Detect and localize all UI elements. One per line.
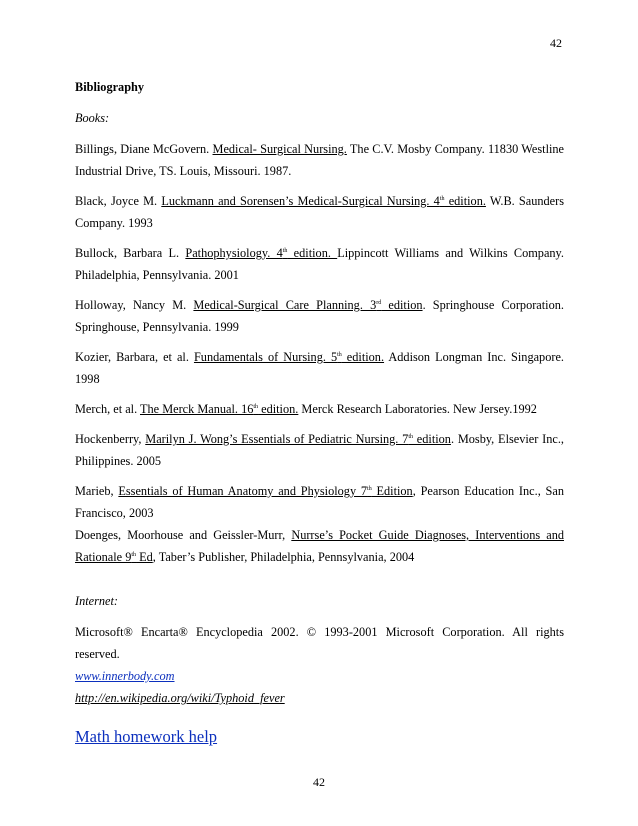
page-number-top: 42 [550, 36, 562, 50]
book-entry-hockenberry: Hockenberry, Marilyn J. Wong’s Essentials of Pediatric Nursing. 7th edition. Mosby, Elsevier Inc., Philippines. 2005 [75, 432, 564, 468]
book-entry-bullock: Bullock, Barbara L. Pathophysiology. 4th edition. Lippincott Williams and Wilkins Company. Philadelphia, Pennsylvania. 2001 [75, 246, 564, 282]
link-innerbody[interactable]: www.innerbody.com [75, 669, 175, 683]
book-entry-holloway: Holloway, Nancy M. Medical-Surgical Care Planning. 3rd edition. Springhouse Corporation. Springhouse, Pennsylvania. 1999 [75, 298, 564, 334]
page-number-bottom: 42 [313, 775, 325, 789]
bibliography-heading: Bibliography [75, 80, 145, 94]
link-wikipedia-typhoid[interactable]: http://en.wikipedia.org/wiki/Typhoid_fever [75, 691, 285, 705]
book-entry-merck: Merch, et al. The Merck Manual. 16th edition. Merck Research Laboratories. New Jersey.1992 [75, 402, 537, 416]
book-entry-kozier: Kozier, Barbara, et al. Fundamentals of Nursing. 5th edition. Addison Longman Inc. Singapore. 1998 [75, 350, 564, 386]
book-entry-billings: Billings, Diane McGovern. Medical- Surgical Nursing. The C.V. Mosby Company. 11830 Westline Industrial Drive, TS. Louis, Missouri. 1987. [75, 142, 565, 178]
book-entry-black: Black, Joyce M. Luckmann and Sorensen’s Medical-Surgical Nursing. 4th edition. W.B. Saunders Company. 1993 [75, 194, 564, 230]
internet-label: Internet: [75, 594, 119, 608]
bibliography-content [75, 76, 564, 709]
book-entry-doenges: Doenges, Moorhouse and Geissler-Murr, Nurrse’s Pocket Guide Diagnoses, Interventions and Rationale 9th Ed, Taber’s Publisher, Philadelphia, Pennsylvania, 2004 [75, 528, 564, 564]
internet-entry-encarta: Microsoft® Encarta® Encyclopedia 2002. © 1993-2001 Microsoft Corporation. All rights reserved. [75, 625, 564, 661]
math-homework-help-link[interactable]: Math homework help [75, 727, 218, 746]
book-entry-marieb: Marieb, Essentials of Human Anatomy and Physiology 7th Edition, Pearson Education Inc., San Francisco, 2003 [75, 484, 565, 520]
books-label: Books: [75, 111, 110, 125]
